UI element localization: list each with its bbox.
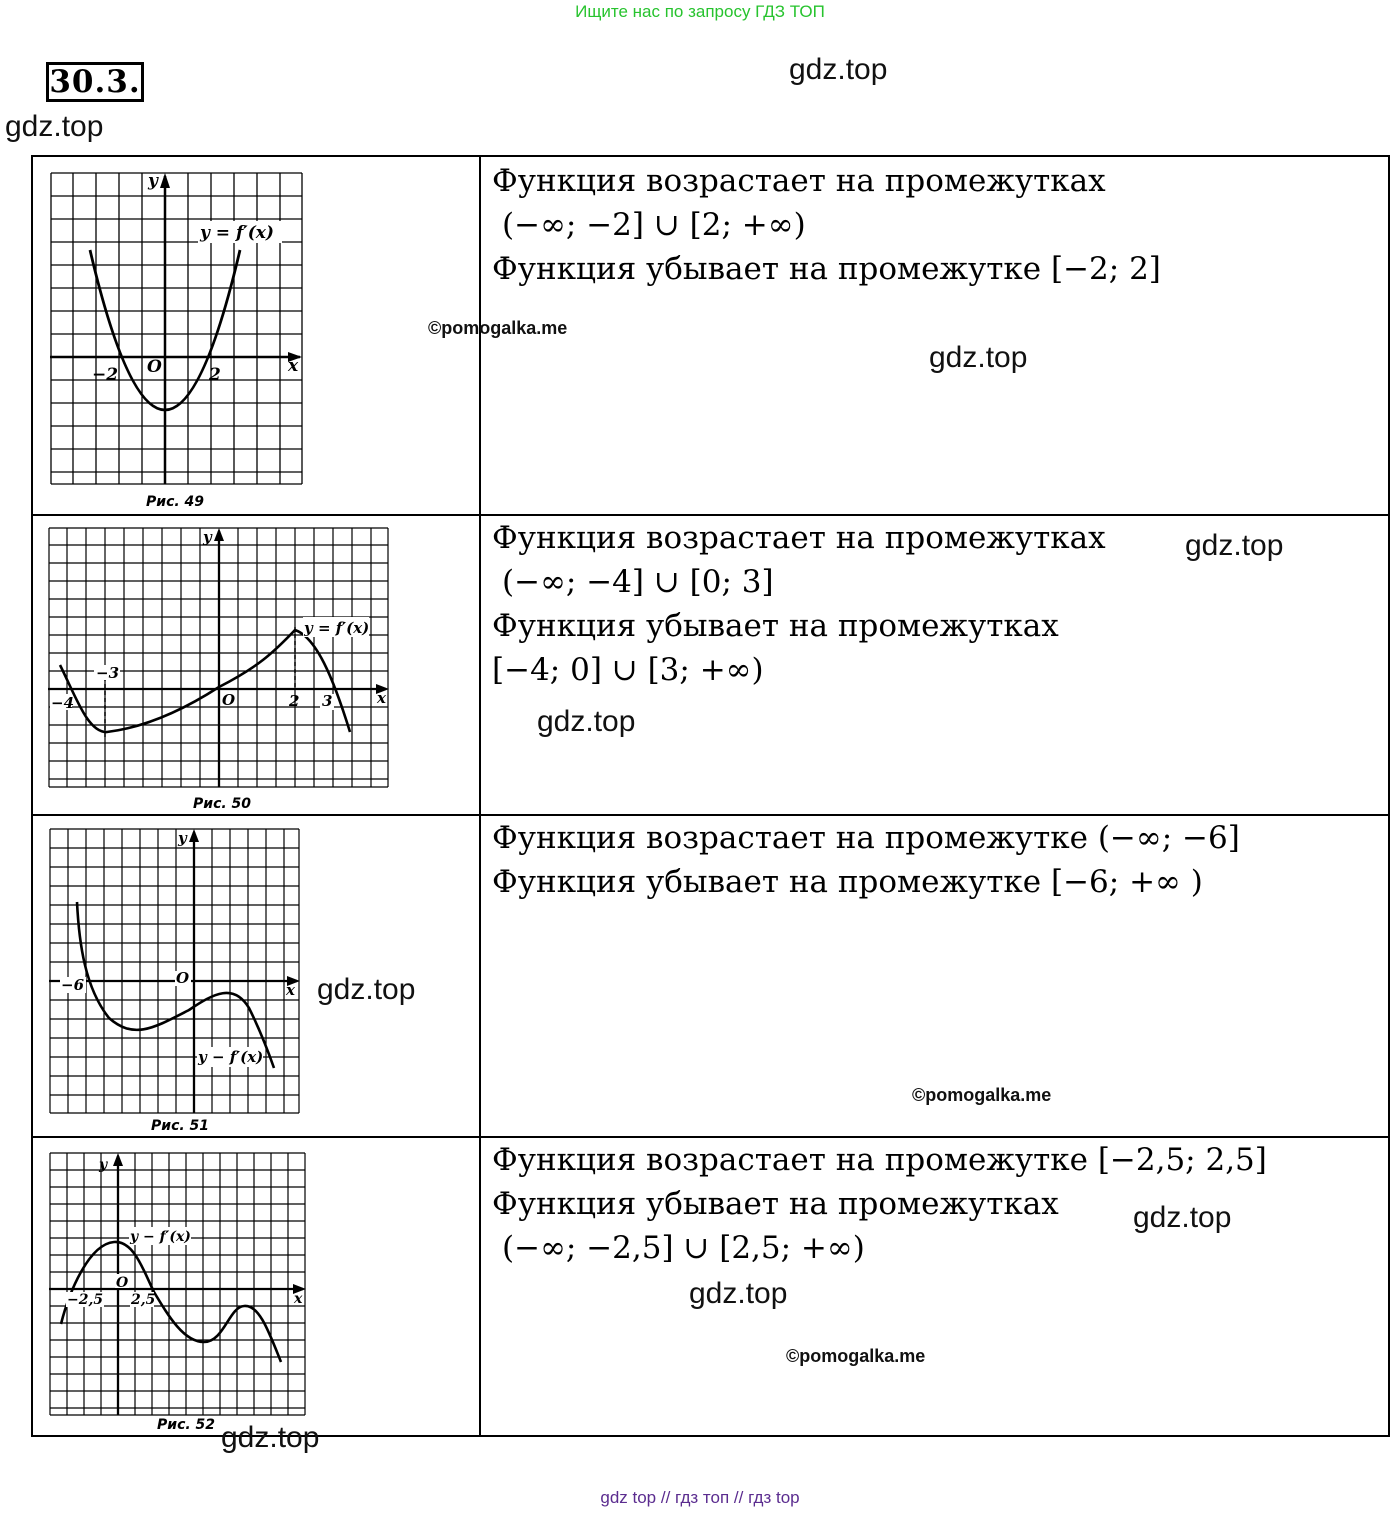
origin-label: O [176,969,190,987]
watermark-pomogalka: ©pomogalka.me [912,1085,1052,1105]
y-axis-arrow-icon [189,829,199,842]
watermark-gdz: gdz.top [317,973,416,1006]
watermark-gdz: gdz.top [537,705,636,738]
top-banner: Ищите нас по запросу ГДЗ ТОП [575,2,825,21]
tick-label: 2 [209,365,221,385]
footer-separator: // [733,1488,744,1507]
function-label: y − f′(x) [130,1229,191,1245]
footer-links [0,1488,1400,1508]
answer-line: Функция возрастает на промежутке (−∞; −6] [492,820,1240,856]
axis-label-x: x [294,1291,303,1307]
figure-50-graph [48,527,391,790]
tick-label: −2 [92,365,119,385]
axis-label-y: y [99,1157,108,1173]
answer-line: [−4; 0] ∪ [3; +∞) [492,652,764,688]
watermark-gdz: gdz.top [5,110,104,143]
watermark-pomogalka: ©pomogalka.me [786,1346,926,1366]
figure-caption: Рис. 51 [151,1118,210,1134]
tick-label: −6 [61,976,85,994]
y-axis-arrow-icon [214,528,224,541]
tick-label: 3 [322,692,333,710]
answer-line: Функция возрастает на промежутках [492,163,1106,199]
figure-49-graph [50,172,305,487]
footer-link[interactable]: гдз top [748,1488,800,1507]
axis-label-y: y [203,528,212,546]
answer-line: Функция возрастает на промежутке [−2,5; 2,5] [492,1142,1267,1178]
origin-label: O [147,357,162,377]
answer-line: Функция убывает на промежутке [−2; 2] [492,251,1161,287]
watermark-gdz: gdz.top [689,1277,788,1310]
tick-label: −4 [51,694,75,712]
figure-52-graph [49,1152,308,1418]
axis-label-x: x [288,356,299,376]
table-row [33,157,1388,516]
tick-label: −3 [96,664,120,682]
origin-label: O [222,691,236,709]
answer-line: Функция убывает на промежутках [492,608,1059,644]
answer-line: Функция убывает на промежутках [492,1186,1059,1222]
axis-label-y: y [148,172,158,191]
figure-caption: Рис. 52 [157,1417,216,1433]
axis-label-y: y [178,829,187,847]
footer-link[interactable]: gdz top [600,1488,657,1507]
function-label: y = f′(x) [304,619,370,637]
y-axis-arrow-icon [160,173,170,188]
figure-caption: Рис. 49 [146,494,205,510]
answer-line: (−∞; −2] ∪ [2; +∞) [502,207,806,243]
watermark-gdz: gdz.top [789,53,888,86]
answer-line: Функция убывает на промежутке [−6; +∞ ) [492,864,1203,900]
axis-label-x: x [286,981,295,999]
figure-caption: Рис. 50 [193,796,252,812]
table-row [33,816,1388,1138]
footer-separator: // [660,1488,671,1507]
y-axis-arrow-icon [113,1153,123,1166]
watermark-gdz: gdz.top [929,341,1028,374]
problem-number: 30.3. [46,62,144,102]
answer-text [492,1138,1378,1270]
tick-label: 2 [289,692,300,710]
footer-link[interactable]: гдз топ [675,1488,730,1507]
watermark-gdz: gdz.top [1133,1201,1232,1234]
watermark-gdz: gdz.top [1185,529,1284,562]
answer-text [492,816,1378,904]
axis-label-x: x [377,689,386,707]
figure-51-graph [49,828,302,1116]
answer-line: (−∞; −2,5] ∪ [2,5; +∞) [502,1230,865,1266]
answer-line: Функция возрастает на промежутках [492,520,1106,556]
tick-label: −2,5 [67,1292,104,1308]
function-label: y = f′(x) [200,223,274,243]
tick-label: 2,5 [131,1292,156,1308]
origin-label: O [116,1275,129,1291]
watermark-pomogalka: ©pomogalka.me [428,318,568,338]
answer-text [492,159,1378,291]
watermark-gdz: gdz.top [221,1421,320,1454]
answer-line: (−∞; −4] ∪ [0; 3] [502,564,774,600]
answer-table [31,155,1390,1437]
function-label: y − f′(x) [198,1048,264,1066]
